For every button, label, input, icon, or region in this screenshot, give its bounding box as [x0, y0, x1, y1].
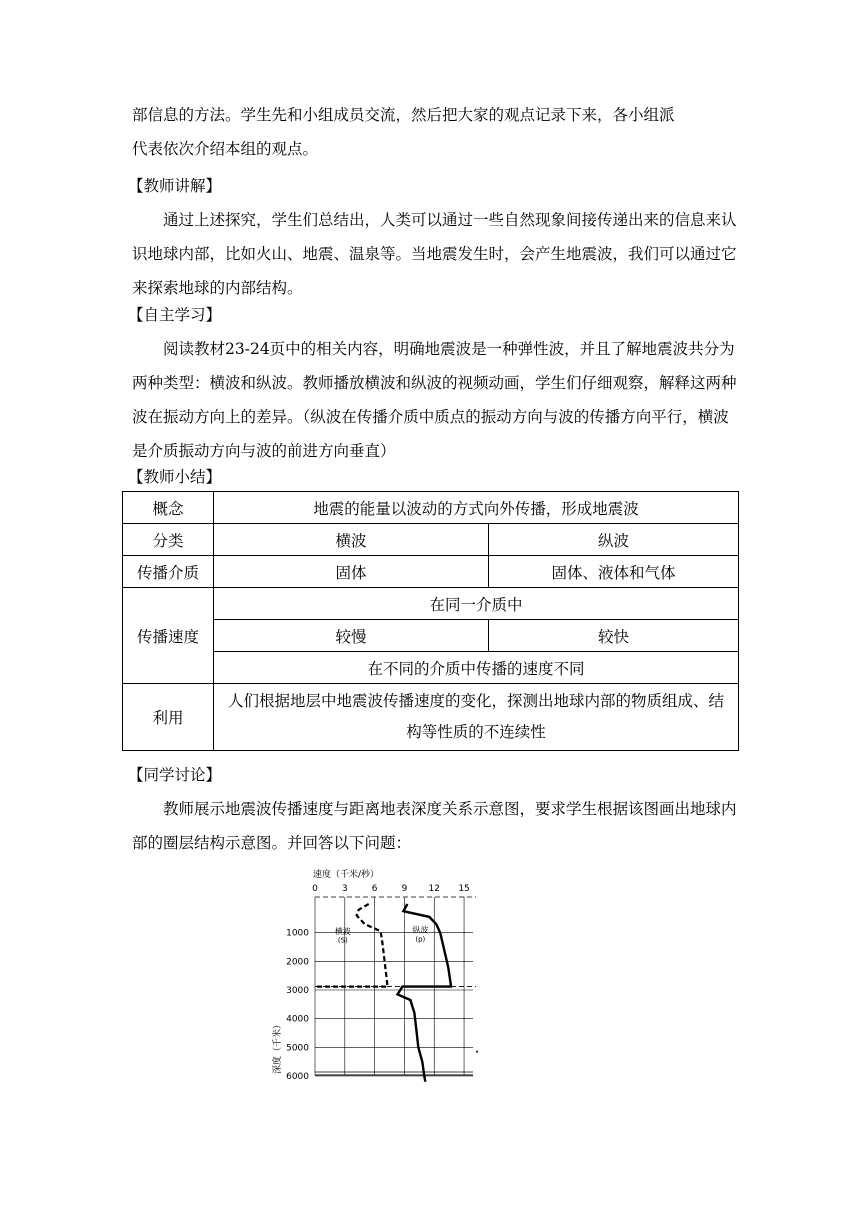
seismic-wave-chart [268, 866, 488, 1082]
x-tick-labels [312, 884, 470, 894]
use-label: 利用 [123, 684, 214, 751]
y-tick-labels [286, 929, 309, 1082]
y-tick-label: 6000 [286, 1072, 309, 1082]
classification-s-wave: 横波 [214, 524, 489, 556]
heading-student-discussion: 【同学讨论】 [128, 766, 222, 784]
speed-label: 传播速度 [123, 588, 214, 684]
heading-self-study: 【自主学习】 [128, 306, 222, 324]
y-tick-label: 5000 [286, 1043, 309, 1054]
table-row [123, 684, 739, 751]
y-tick-label: 1000 [286, 928, 309, 939]
s-wave-label-sub: (S) [337, 936, 348, 945]
table-row [123, 492, 739, 524]
concept-value: 地震的能量以波动的方式向外传播，形成地震波 [214, 492, 739, 524]
concept-label: 概念 [123, 492, 214, 524]
speed-same-medium: 在同一介质中 [214, 588, 739, 620]
s-wave-line [315, 904, 388, 987]
s-wave-label: 横波 [334, 927, 351, 937]
summary-table [122, 491, 739, 751]
paragraph-3: 阅读教材23-24页中的相关内容，明确地震波是一种弹性波，并且了解地震波共分为两种类型：横波和纵波。教师播放横波和纵波的视频动画，学生们仔细观察，解释这两种波在振动方向上的差异。（纵波在传播介质中质点的振动方向与波的传播方向平行，横波是介质振动方向与波的前进方向垂直） [132, 340, 737, 460]
chart-grid [315, 897, 478, 1076]
table-row [123, 524, 739, 556]
table-row [123, 556, 739, 588]
x-tick-label: 15 [458, 884, 470, 894]
p-wave-label-sub: (p) [415, 935, 426, 944]
use-value: 人们根据地层中地震波传播速度的变化，探测出地球内部的物质组成、结构等性质的不连续性 [214, 684, 739, 751]
classification-p-wave: 纵波 [489, 524, 739, 556]
marker-dot [476, 1051, 478, 1053]
y-axis-label [271, 1020, 283, 1074]
heading-teacher-summary: 【教师小结】 [128, 468, 222, 486]
y-tick-label: 2000 [286, 957, 309, 968]
table-row [123, 652, 739, 684]
x-tick-label: 3 [341, 884, 348, 894]
y-tick-label: 4000 [286, 1014, 309, 1025]
x-tick-label: 6 [371, 884, 378, 894]
p-wave-label: 纵波 [412, 925, 429, 935]
paragraph-2: 通过上述探究，学生们总结出，人类可以通过一些自然现象间接传递出来的信息来认识地球内部，比如火山、地震、温泉等。当地震发生时，会产生地震波，我们可以通过它来探索地球的内部结构。 [132, 211, 737, 297]
x-tick-label: 0 [312, 884, 318, 894]
classification-label: 分类 [123, 524, 214, 556]
heading-teacher-explain: 【教师讲解】 [128, 177, 222, 195]
speed-p-wave: 较快 [489, 620, 739, 652]
medium-s-wave: 固体 [214, 556, 489, 588]
table-row [123, 588, 739, 620]
y-tick-label: 3000 [286, 986, 309, 996]
x-tick-label: 12 [428, 884, 440, 894]
speed-different-medium: 在不同的介质中传播的速度不同 [214, 652, 739, 684]
table-row [123, 620, 739, 652]
paragraph-1-line-1: 部信息的方法。学生先和小组成员交流，然后把大家的观点记录下来，各小组派 [132, 106, 675, 124]
paragraph-1-line-2: 代表依次介绍本组的观点。 [132, 140, 319, 158]
medium-label: 传播介质 [123, 556, 214, 588]
y-axis-label-text: 深度（千米） [273, 1019, 283, 1075]
x-tick-label: 9 [401, 884, 408, 894]
speed-s-wave: 较慢 [214, 620, 489, 652]
chart-title: 速度（千米/秒） [313, 870, 380, 880]
paragraph-4: 教师展示地震波传播速度与距离地表深度关系示意图，要求学生根据该图画出地球内部的圈层结构示意图。并回答以下问题： [132, 800, 737, 852]
medium-p-wave: 固体、液体和气体 [489, 556, 739, 588]
